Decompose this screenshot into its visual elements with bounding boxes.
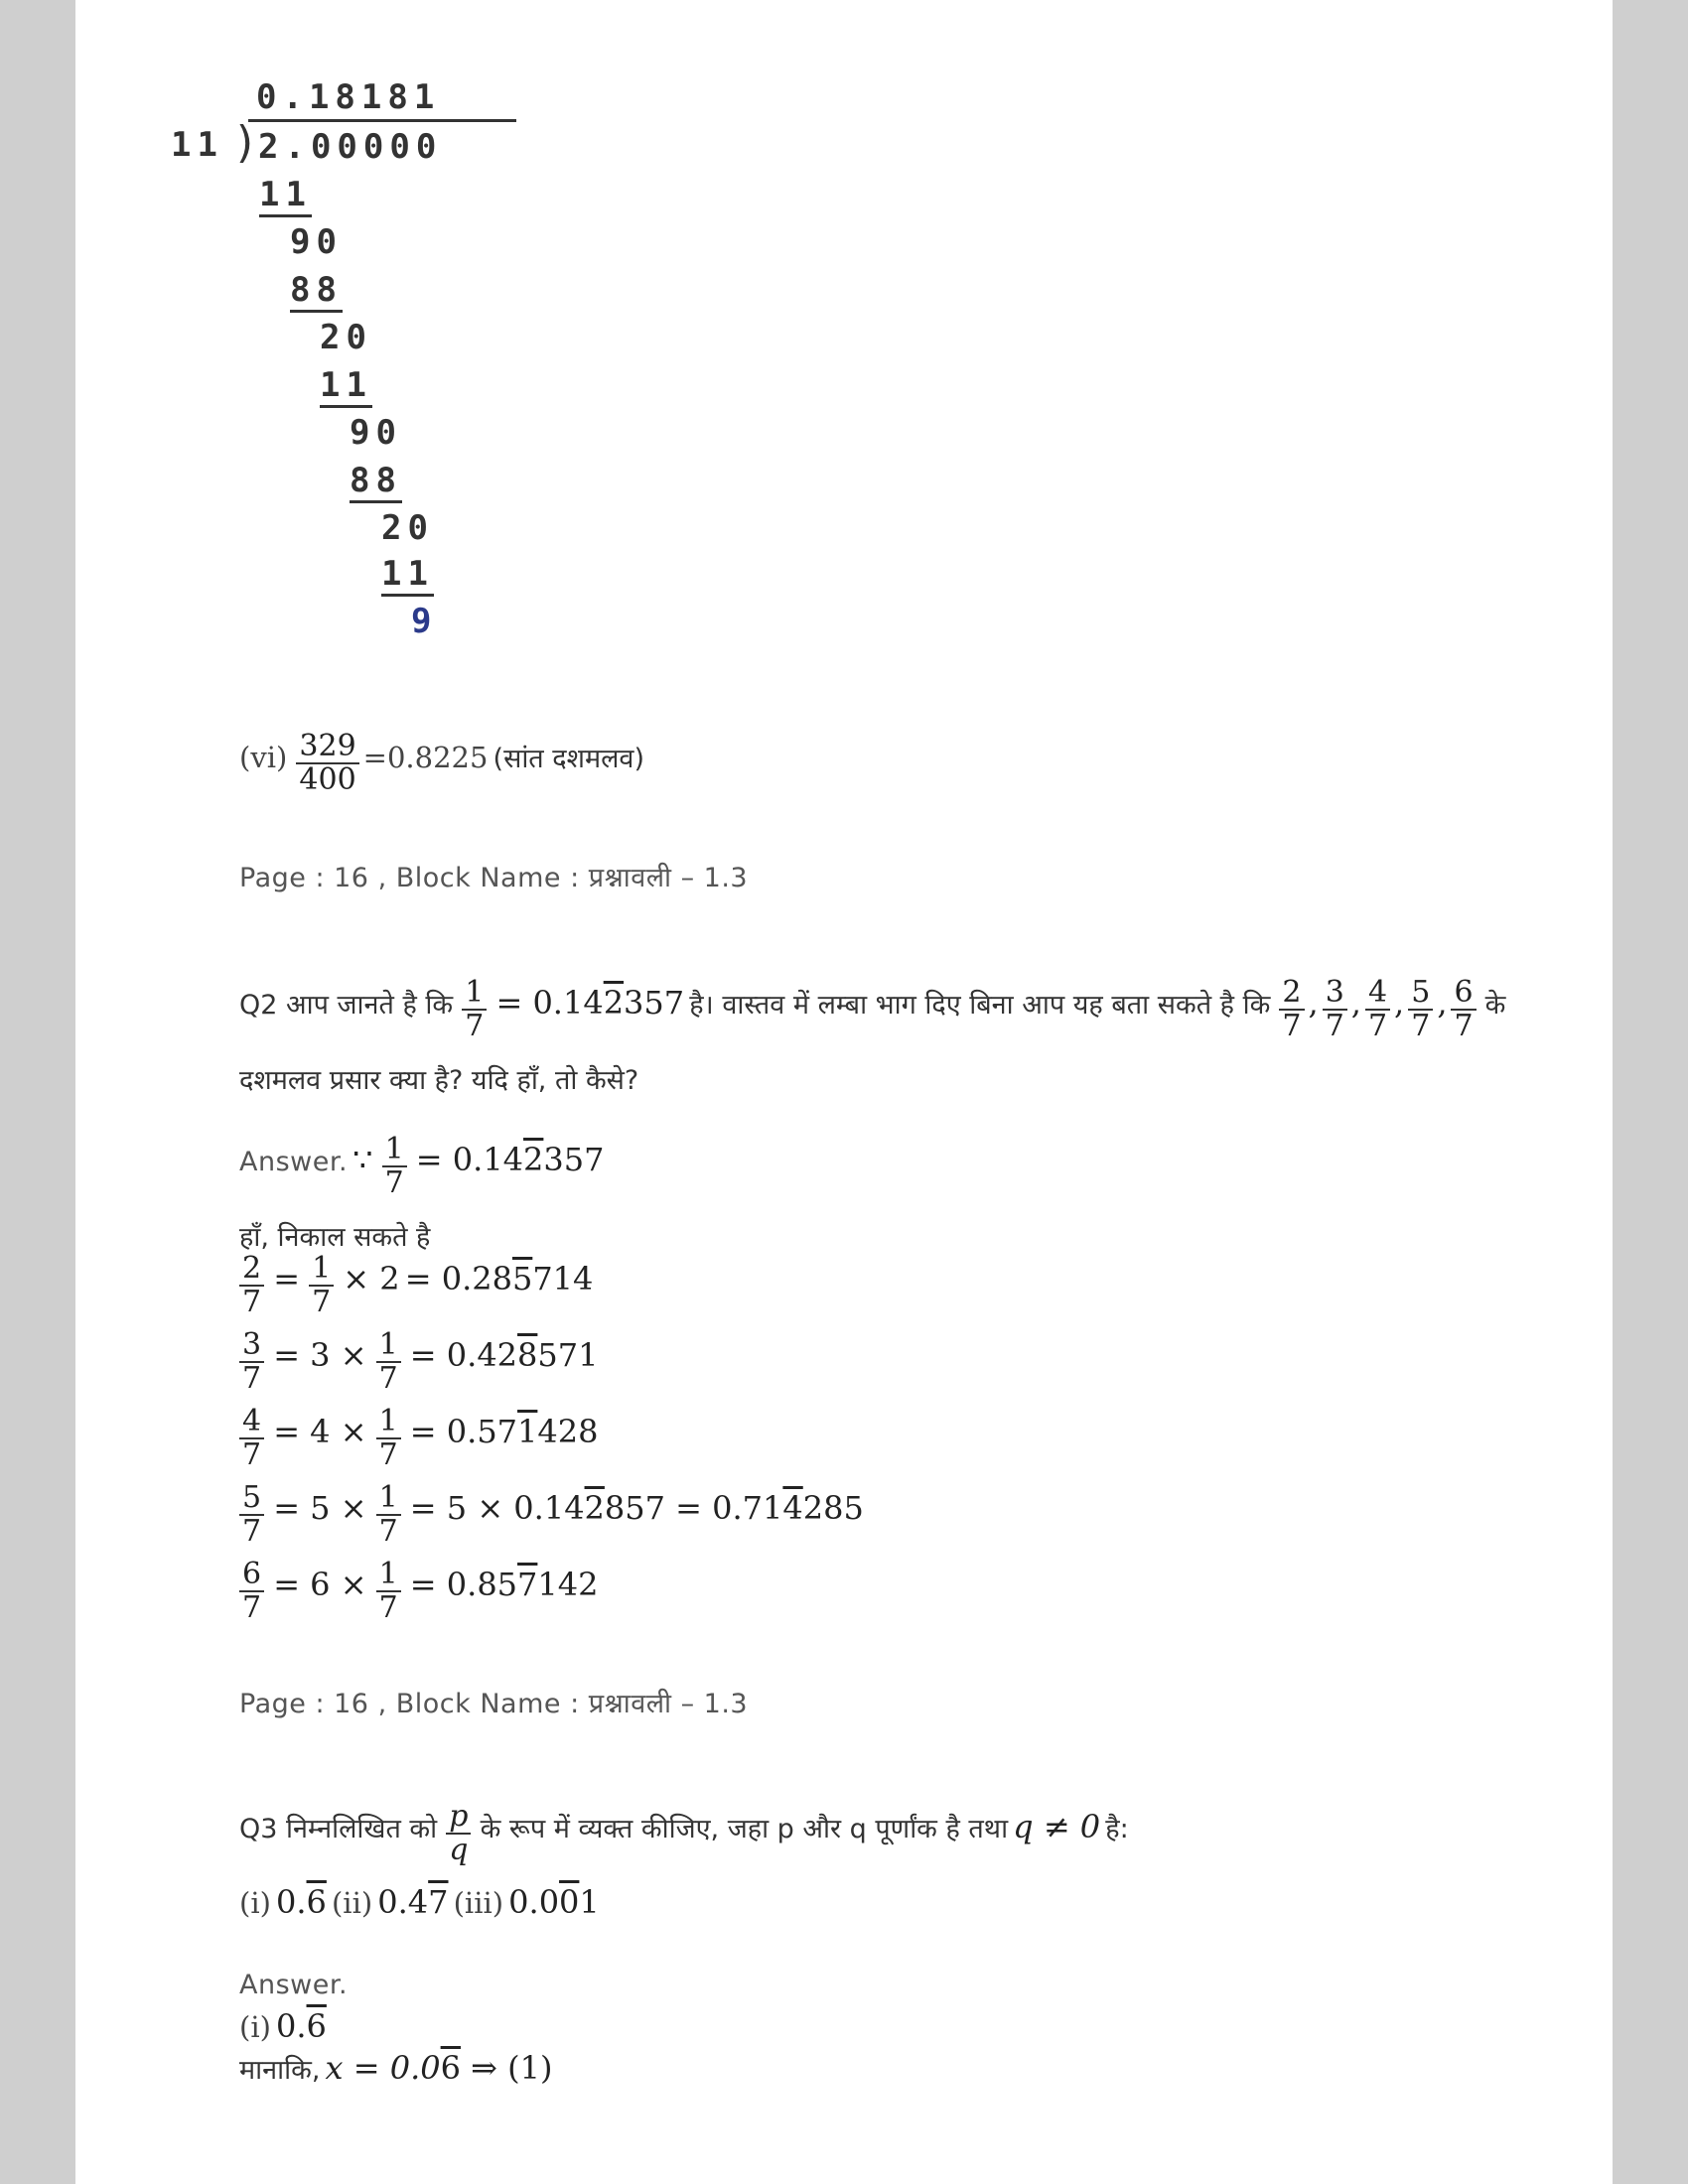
fraction bbox=[1408, 977, 1433, 1041]
numerator: 2 bbox=[1279, 977, 1304, 1011]
question-2: Q2 आप जानते है कि $\frac{1}{7}$ = 0.142357 है। वास्तव में लम्बा भाग दिए बिना आप यह बता सकते है कि $\frac{2}{7}$ , $\frac{3}{7}$ , $\frac{4}{7}$ , $\frac{5}{7}$ , $\frac{6}{7}$ के bbox=[239, 975, 1506, 1043]
numerator: 1 bbox=[382, 1134, 407, 1167]
division-step: 11 bbox=[381, 554, 434, 597]
decimal-value bbox=[276, 1883, 327, 1921]
denominator: 7 bbox=[384, 1164, 404, 1200]
division-top-bar bbox=[248, 119, 516, 122]
question-text: के bbox=[1484, 990, 1506, 1021]
decimal-value bbox=[410, 1413, 599, 1450]
fraction bbox=[239, 1329, 264, 1394]
result: =0.8225 bbox=[362, 741, 489, 774]
expression: = 4 × bbox=[273, 1413, 367, 1450]
numerator: 6 bbox=[1451, 977, 1476, 1011]
answer-q3-part bbox=[239, 2007, 327, 2045]
repeating-digit: 1 bbox=[517, 1413, 538, 1450]
denominator: q bbox=[449, 1832, 469, 1867]
denominator: 7 bbox=[242, 1436, 262, 1472]
value-part: 571 bbox=[537, 1336, 599, 1374]
value-part: 0.0 bbox=[508, 1883, 560, 1921]
decimal-value bbox=[276, 2007, 327, 2045]
let-text: मानाकि, bbox=[239, 2055, 321, 2086]
value-part: = 0.14 bbox=[415, 1141, 524, 1178]
value-part: = 0.42 bbox=[409, 1336, 518, 1374]
value-part: 714 bbox=[532, 1260, 594, 1297]
repeating-digit: 2 bbox=[523, 1141, 544, 1178]
because-symbol: ∵ bbox=[352, 1141, 373, 1178]
numerator: p bbox=[446, 1801, 471, 1835]
numerator: 3 bbox=[1323, 977, 1347, 1011]
value-part: = 0.28 bbox=[404, 1260, 512, 1297]
denominator: 7 bbox=[465, 1008, 485, 1043]
value-part: 142 bbox=[537, 1566, 599, 1603]
part-label: (ii) bbox=[331, 1886, 373, 1920]
division-step: 20 bbox=[320, 318, 372, 357]
denominator: 7 bbox=[1454, 1008, 1474, 1043]
decimal-value bbox=[495, 984, 684, 1022]
numerator: 1 bbox=[376, 1329, 401, 1363]
numerator: 4 bbox=[239, 1406, 264, 1439]
question-text: Q2 आप जानते है कि bbox=[239, 990, 454, 1021]
answer-label: Answer. bbox=[239, 1970, 349, 2000]
repeating-digit: 6 bbox=[440, 2049, 461, 2087]
part-label: (i) bbox=[239, 1886, 271, 1920]
repeating-digit: 0 bbox=[559, 1883, 580, 1921]
answer-row bbox=[239, 1329, 598, 1394]
division-step: 88 bbox=[350, 461, 402, 503]
repeating-digit: 4 bbox=[782, 1489, 803, 1527]
value-part: 357 bbox=[543, 1141, 605, 1178]
value-part: = 0.85 bbox=[409, 1566, 518, 1603]
fraction bbox=[376, 1559, 401, 1623]
division-step: 90 bbox=[350, 413, 402, 453]
expression: = 6 × bbox=[273, 1566, 367, 1603]
denominator: 7 bbox=[242, 1360, 262, 1396]
numerator: 6 bbox=[239, 1559, 264, 1592]
fraction bbox=[1279, 977, 1304, 1041]
fraction bbox=[239, 1559, 264, 1623]
division-step: 11 bbox=[259, 175, 312, 217]
question-2-line-2: दशमलव प्रसार क्या है? यदि हाँ, तो कैसे? bbox=[239, 1065, 639, 1096]
item-label: (vi) bbox=[239, 741, 288, 774]
denominator: 7 bbox=[1325, 1008, 1344, 1043]
repeating-digit: 7 bbox=[517, 1566, 538, 1603]
division-step: 11 bbox=[320, 365, 372, 408]
repeating-digit: 2 bbox=[603, 984, 625, 1022]
answer-row bbox=[239, 1253, 593, 1317]
denominator: 7 bbox=[378, 1589, 398, 1625]
item-vi bbox=[239, 731, 644, 795]
answer-q2-note: हाँ, निकाल सकते है bbox=[239, 1222, 431, 1253]
value-part: 357 bbox=[624, 984, 685, 1022]
denominator: 7 bbox=[242, 1284, 262, 1319]
fraction bbox=[1323, 977, 1347, 1041]
denominator: 7 bbox=[242, 1589, 262, 1625]
expression: = 5 × bbox=[273, 1489, 367, 1527]
value-part: = 5 × 0.14 bbox=[409, 1489, 585, 1527]
expression: = bbox=[273, 1260, 300, 1297]
note: (सांत दशमलव) bbox=[492, 744, 644, 774]
fraction bbox=[462, 977, 487, 1041]
numerator: 5 bbox=[239, 1482, 264, 1516]
value-part: 428 bbox=[537, 1413, 599, 1450]
repeating-digit: 6 bbox=[306, 1883, 327, 1921]
numerator: 2 bbox=[239, 1253, 264, 1287]
question-3 bbox=[239, 1801, 1129, 1865]
value-part: ⇒ (1) bbox=[471, 2049, 553, 2087]
division-step: 90 bbox=[290, 222, 343, 262]
condition: q ≠ 0 bbox=[1013, 1808, 1101, 1845]
fraction bbox=[376, 1482, 401, 1547]
value-part: 1 bbox=[579, 1883, 600, 1921]
repeating-digit: 7 bbox=[428, 1883, 449, 1921]
fraction bbox=[239, 1482, 264, 1547]
numerator: 1 bbox=[376, 1559, 401, 1592]
decimal-value bbox=[410, 1489, 864, 1527]
fraction bbox=[309, 1253, 334, 1317]
question-text: है। वास्तव में लम्बा भाग दिए बिना आप यह बता सकते है कि bbox=[689, 990, 1271, 1021]
decimal-value bbox=[377, 1883, 448, 1921]
answer-q2-heading bbox=[239, 1134, 604, 1198]
numerator: 1 bbox=[309, 1253, 334, 1287]
page-reference: Page : 16 , Block Name : प्रश्नावली – 1.3 bbox=[239, 863, 749, 893]
expression: = 3 × bbox=[273, 1336, 367, 1374]
page-reference: Page : 16 , Block Name : प्रश्नावली – 1.3 bbox=[239, 1689, 749, 1719]
value-part: 0.4 bbox=[377, 1883, 429, 1921]
denominator: 7 bbox=[242, 1513, 262, 1549]
value-part: 0. bbox=[276, 2007, 307, 2045]
decimal-value bbox=[405, 1260, 594, 1297]
expression: × 2 bbox=[343, 1260, 400, 1297]
decimal-value bbox=[508, 1883, 600, 1921]
question-3-parts bbox=[239, 1883, 600, 1921]
fraction bbox=[296, 731, 358, 795]
numerator: 4 bbox=[1365, 977, 1390, 1011]
division-remainder: 9 bbox=[411, 602, 438, 641]
answer-row bbox=[239, 1406, 598, 1470]
value-part: x = 0.0 bbox=[325, 2049, 441, 2087]
question-text: के रूप में व्यक्त कीजिए, जहा p और q पूर्णांक है तथा bbox=[480, 1814, 1009, 1844]
denominator: 7 bbox=[312, 1284, 332, 1319]
value-part: 857 = 0.71 bbox=[604, 1489, 783, 1527]
decimal-value bbox=[410, 1566, 599, 1603]
division-step: 88 bbox=[290, 270, 343, 313]
repeating-digit: 6 bbox=[306, 2007, 327, 2045]
division-divisor: 11 bbox=[171, 125, 223, 165]
decimal-value bbox=[416, 1141, 605, 1178]
value-part: 285 bbox=[802, 1489, 864, 1527]
value-part: 0. bbox=[276, 1883, 307, 1921]
denominator: 7 bbox=[378, 1360, 398, 1396]
denominator: 7 bbox=[378, 1513, 398, 1549]
fraction bbox=[376, 1329, 401, 1394]
fraction bbox=[1365, 977, 1390, 1041]
fraction bbox=[446, 1801, 471, 1865]
document-page bbox=[75, 0, 1613, 2184]
numerator: 1 bbox=[376, 1482, 401, 1516]
repeating-digit: 5 bbox=[511, 1260, 533, 1297]
answer-label: Answer. bbox=[239, 1147, 349, 1177]
repeating-digit: 2 bbox=[584, 1489, 605, 1527]
long-division bbox=[75, 0, 671, 655]
answer-q3-equation bbox=[239, 2049, 552, 2087]
denominator: 7 bbox=[1411, 1008, 1431, 1043]
denominator: 400 bbox=[299, 761, 356, 797]
equation bbox=[326, 2049, 553, 2087]
decimal-value bbox=[410, 1336, 599, 1374]
answer-row bbox=[239, 1559, 598, 1623]
numerator: 1 bbox=[462, 977, 487, 1011]
fraction bbox=[1451, 977, 1476, 1041]
division-bracket: ) bbox=[232, 117, 265, 168]
division-dividend: 2.00000 bbox=[258, 127, 443, 167]
fraction bbox=[239, 1253, 264, 1317]
numerator: 5 bbox=[1408, 977, 1433, 1011]
denominator: 7 bbox=[378, 1436, 398, 1472]
fraction bbox=[382, 1134, 407, 1198]
numerator: 1 bbox=[376, 1406, 401, 1439]
value-part: = 0.57 bbox=[409, 1413, 518, 1450]
part-label: (i) bbox=[239, 2010, 271, 2044]
fraction bbox=[376, 1406, 401, 1470]
question-text: Q3 निम्नलिखित को bbox=[239, 1814, 438, 1844]
fraction bbox=[239, 1406, 264, 1470]
repeating-digit: 8 bbox=[517, 1336, 538, 1374]
division-quotient: 0.18181 bbox=[256, 77, 441, 117]
numerator: 3 bbox=[239, 1329, 264, 1363]
answer-row bbox=[239, 1482, 864, 1547]
denominator: 7 bbox=[1282, 1008, 1302, 1043]
value-part: = 0.14 bbox=[495, 984, 604, 1022]
division-step: 20 bbox=[381, 508, 434, 548]
part-label: (iii) bbox=[453, 1886, 504, 1920]
denominator: 7 bbox=[1367, 1008, 1388, 1043]
numerator: 329 bbox=[296, 731, 358, 764]
question-text: है: bbox=[1105, 1814, 1129, 1844]
